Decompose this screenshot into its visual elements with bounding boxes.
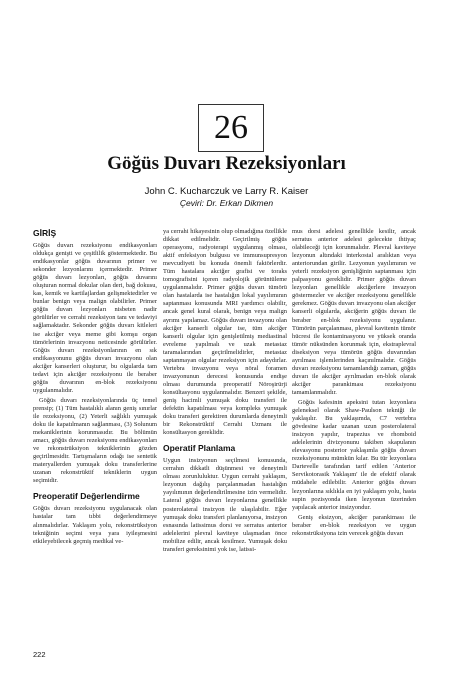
paragraph: ya cerrahi hikayesinin olup olmadığına özellikle dikkat edilmelidir. Geçirilmiş göğüs operasyonu, radyoterapi uygulanmış olması, aktif enfeksiyon bulgusu ve immunsupresyon mevcudiyeti bu konuda önemli faktörlerdir. Tüm hastalara akciğer grafisi ve toraks tomografisini içeren radyolojik görüntüleme uygulanmalıdır. Primer göğüs duvarı tümörü olan hastalarda ise hastalığın lokal yayılımının saptanması konusunda MRI yardımcı olabilir, ancak genel kural olarak, benign veya malign ayrımı yapılamaz. Göğüs duvarı invazyonu olan akciğer kanserli olgular ise, tüm akciğer kanserli olgular için genişletilmiş mediastinal evreleme yapılmalı ve uzak metastaz taramalarından geçirilmelidirler, metastaz saptanmayan olgular rezeksiyon için adaydırlar. Vertebra invazyonu veya nöral foramen invazyonunun derecesi konusunda endişe olması durumunda preoperatif Nöroşirürji konsültasyonu uygulanmalıdır. Benzeri şekilde, geniş hacimli yumuşak doku transferi ile defektin kapatılması veya kompleks yumuşak doku transferi gerektiren durumlarda deneyimli bir Rekonstrüktif Cerrahi Uzmanı ile konsültasyon gereklidir. [163,228,287,437]
paragraph: mus dorsi adelesi genellikle kesilir, ancak serratus anterior adelesi gelecekte ihtiyaç olabileceği için korunmalıdır. Plevral kaviteye lezyonun altındaki interkostal aralıktan veya anteriorundan girilir. Lezyonun yayılımının ve yeterli rezeksiyon genişliğinin saptanması için palpasyonu gereklidir. Primer göğüs duvarı lezyonları genellikle akciğerlere invazyon göstermezler ve akciğer rezeksiyonu genellikle gerekmez. Göğüs duvarı invazyonu olan akciğer kanserli olgularda, akciğerin göğüs duvarı ile beraber en-blok rezeksiyonu uygulanır. Tümörün parçalanması, plevral kavitenin tümör hücresi ile kontaminasyonu ve yüksek oranda tümör nüksünden korunmak için, ekstraplevral diseksiyon veya tümörün göğüs duvarından ayrılması işlemlerinden kaçınılmalıdır. Göğüs duvarı rezeksiyonu tamamlandığı zaman, göğüs duvarı ile akciğer ayrılmadan en-blok olarak akciğer parankiması rezeksiyonu tamamlanmalıdır. [292,228,416,396]
page-number: 222 [33,650,46,659]
chapter-number: 26 [214,109,248,146]
chapter-translator: Çeviri: Dr. Erkan Dikmen [179,198,274,208]
paragraph: Göğüs duvarı rezeksiyonu uygulanacak olan hastalar tam tıbbi değerlendirmeye alınmalıdırlar. Yaklaşım yolu, rekonstrüksiyon tekniğinin seçimi veya yara iyileşmesini etkileyebilecek geçmiş medikal ve- [33,505,157,545]
chapter-number-box [198,104,264,152]
section-heading-giris: GİRİŞ [33,228,57,238]
chapter-title: Göğüs Duvarı Rezeksiyonları [107,153,346,174]
paragraph: Geniş eksizyon, akciğer parankiması ile beraber en-blok rezeksiyon ve uygun rekonstrüksiyona izin verecek göğüs duvarı [292,513,416,537]
paragraph: Göğüs duvarı rezeksiyonu endikasyonları oldukça genişti ve çeşitlilik göstermektedir. Bu endikasyonlar göğüs duvarının primer ve sekonder lezyonlarını içermektedir. Primer göğüs duvarı lezyonları, göğüs duvarını oluşturan normal dokular olan deri, bağ dokusu, kas, kemik ve kartilajlardan gelişmektedirler ve bunlar benign veya malign olabilirler. Primer göğüs duvarı lezyonları nisbeten nadir görülürler ve cerrahi rezeksiyon tanı ve tedaviyi sağlamaktadır. Sekonder göğüs duvarı kitleleri ise akciğer veya meme gibi komşu organ tümörlerinin invazyonu neticesinde görülürler. Göğüs duvarı rezeksiyonlarının en sık endikasyonunu göğüs duvarı invazyonu olan akciğer kanserleri oluşturur, bu olgularda tam tedavi için akciğer rezeksiyonu ile beraber göğüs duvarının en-blok rezeksiyonu uygulanmalıdır. [33,242,157,394]
chapter-authors: John C. Kucharczuk ve Larry R. Kaiser [144,186,309,197]
section-heading-preoperatif: Preoperatif Değerlendirme [33,491,140,502]
paragraph: Göğüs duvarı rezeksiyonlarında üç temel prensip; (1) Tüm hastalıklı alanın geniş sınırlar ile rezeksiyonu, (2) Yeterli sağlıklı yumuşak doku ile kapatılmanın sağlanması, (3) Solunum mekaniklerinin korunmasıdır. Bu bölümün amacı, göğüs duvarı rezeksiyonu endikasyonları ve rekonstrüksiyon tekniklerinin gözden geçirilmesidir. Tartışmaların odağı ise sentetik materyallerden yumuşak doku transferlerine uzanan rekonstrüktif tekniklerin uygun seçimidir. [33,396,157,485]
text-column-2 [163,228,287,556]
paragraph: Göğüs kafesinin apeksini tutan lezyonlara geleneksel olarak Shaw-Paulson tekniği ile yaklaşılır. Bu yaklaşımda, C7 vertebra gövdesine kadar uzanan uzun posterolateral insizyon yapılır, trapezius ve rhomboid adelelerinin divizyonunu takiben skapulanın elevasyonu posterior yaklaşımla göğüs duvarı rezeksiyonunu mümkün kılar. Bu tür lezyonlara Dartevelle tarafından tarif edilen 'Anterior Servikotorasik Yaklaşım' ile de efektif olarak müdahele edilebilir. Anterior göğüs duvarı lezyonlarına sıklıkla en iyi yaklaşım yolu, hasta supin pozisyonda iken lezyonun üzerinden yapılacak anterior insizyondur. [292,398,416,511]
paragraph: Uygun insizyonun seçilmesi konusunda, cerrahın dikkatli düşünmesi ve deneyimli olması zorunluluktur. Uygun cerrahi yaklaşım, lezyonun dağılış parçalanmadan hastalığın yayılımının değerlendirilmesine izin vermelidir. Lateral göğüs duvarı lezyonlarına genellikle posterolateral insizyon ile ulaşılabilir. Eğer yumuşak doku transferi planlanıyorsa, insizyon esnasında latissimus dorsi ve serratus anterior adelelerini plevral kaviteye ulaşmadan önce mobilize edilir, ancak kesilmez. Yumuşak doku transferi gereksinimi yok ise, latissi- [163,457,287,553]
text-column-1 [33,228,157,548]
section-heading-operatif: Operatif Planlama [163,443,236,454]
text-column-3 [292,228,416,540]
